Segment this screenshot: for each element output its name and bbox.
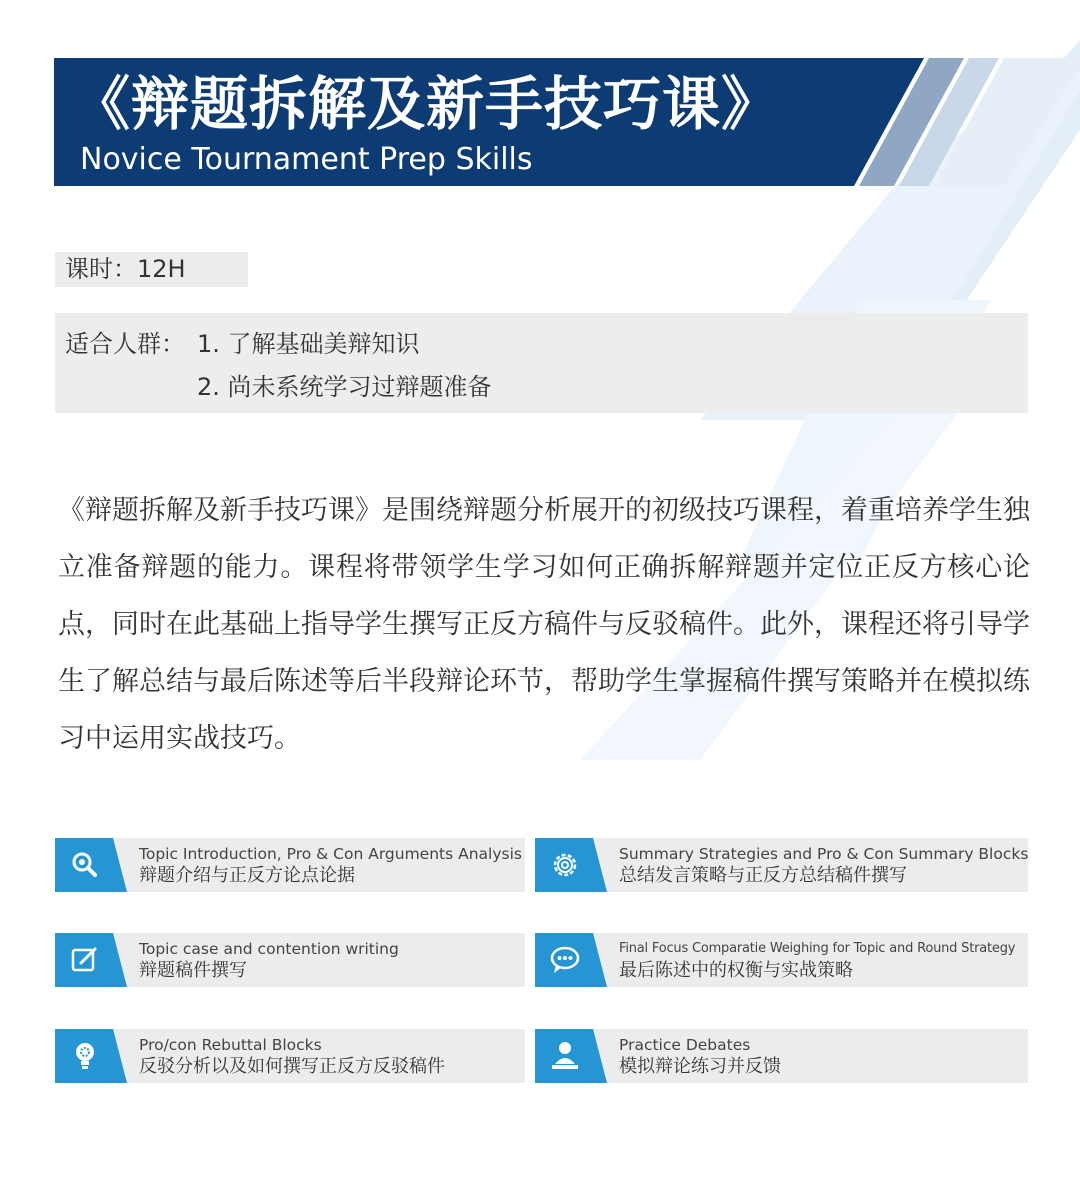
audience-panel <box>55 313 1028 413</box>
module-card <box>535 838 1028 892</box>
magnifier-icon <box>67 847 103 883</box>
lightbulb-icon <box>67 1038 103 1074</box>
module-title-en: Topic case and contention writing <box>139 940 399 958</box>
course-hours: 课时：12H <box>55 252 248 287</box>
module-title-zh: 辩题稿件撰写 <box>139 960 247 981</box>
module-title-en: Topic Introduction, Pro & Con Arguments Analysis <box>139 845 522 863</box>
module-title-en: Final Focus Comparatie Weighing for Topic and Round Strategy <box>619 941 1016 956</box>
module-card <box>55 933 525 987</box>
module-title-zh: 辩题介绍与正反方论点论据 <box>139 865 355 886</box>
module-title-en: Summary Strategies and Pro & Con Summary Blocks <box>619 845 1029 863</box>
audience-item: 2. 尚未系统学习过辩题准备 <box>197 373 492 401</box>
audience-item: 1. 了解基础美辩知识 <box>197 330 420 358</box>
speaker-icon <box>547 1038 583 1074</box>
audience-label: 适合人群： <box>65 330 185 358</box>
module-title-zh: 总结发言策略与正反方总结稿件撰写 <box>619 865 907 886</box>
module-title-en: Pro/con Rebuttal Blocks <box>139 1036 322 1054</box>
chat-bubble-icon <box>547 942 583 978</box>
gear-icon <box>547 847 583 883</box>
course-description: 《辩题拆解及新手技巧课》是围绕辩题分析展开的初级技巧课程，着重培养学生独立准备辩题的能力。课程将带领学生学习如何正确拆解辩题并定位正反方核心论点，同时在此基础上指导学生撰写正反方稿件与反驳稿件。此外，课程还将引导学生了解总结与最后陈述等后半段辩论环节，帮助学生掌握稿件撰写策略并在模拟练习中运用实战技巧。 <box>58 495 1030 754</box>
module-title-en: Practice Debates <box>619 1036 751 1054</box>
module-card <box>55 838 525 892</box>
course-subtitle: Novice Tournament Prep Skills <box>80 142 533 177</box>
module-title-zh: 反驳分析以及如何撰写正反方反驳稿件 <box>139 1056 445 1077</box>
module-title-zh: 最后陈述中的权衡与实战策略 <box>619 960 853 981</box>
module-card <box>55 1029 525 1083</box>
module-card <box>535 933 1028 987</box>
edit-icon <box>67 942 103 978</box>
header-banner <box>54 58 1080 186</box>
module-card <box>535 1029 1028 1083</box>
course-title: 《辩题拆解及新手技巧课》 <box>72 70 781 138</box>
module-title-zh: 模拟辩论练习并反馈 <box>619 1056 781 1077</box>
